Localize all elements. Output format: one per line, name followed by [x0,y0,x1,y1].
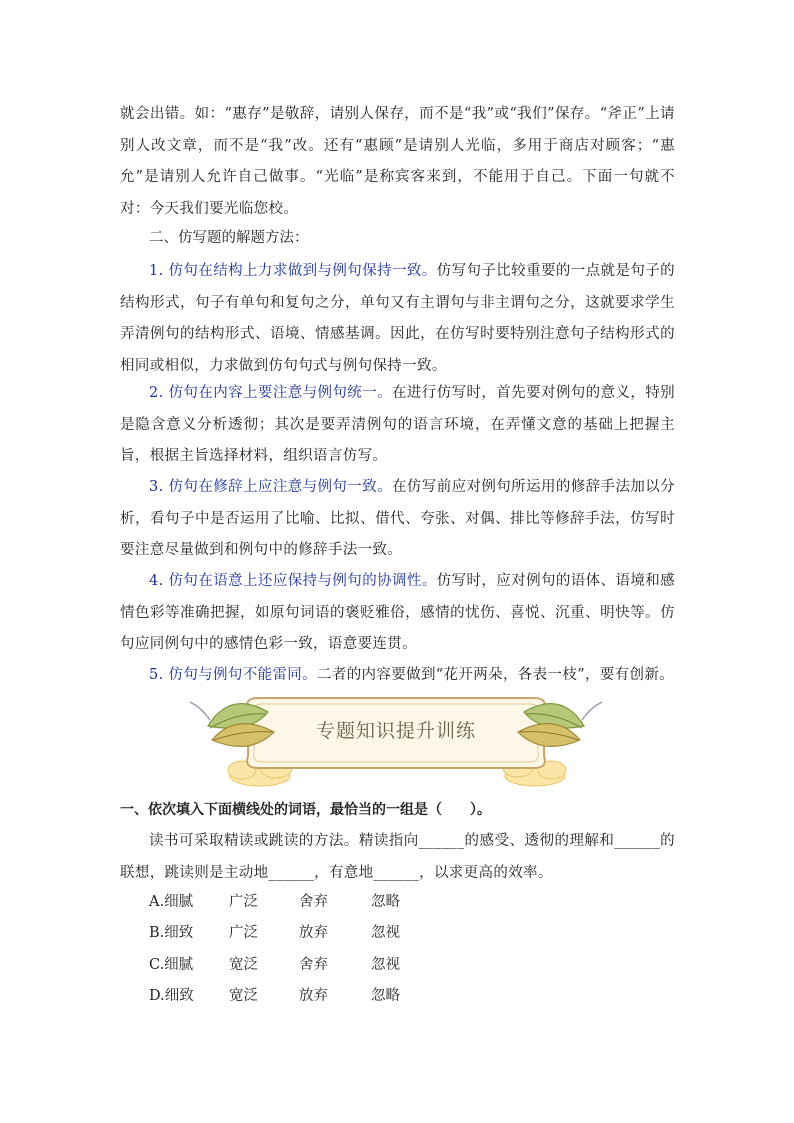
method-3-body: 在仿写前应对例句所运用的修辞手法加以分析，看句子中是否运用了比喻、比拟、借代、夸张、对偶、排比等修辞手法，仿写时要注意尽量做到和例句中的修辞手法一致。 [120,479,675,558]
method-2-body: 在进行仿写时，首先要对例句的意义，特别是隐含意义分析透彻；其次是要弄清例句的语言环境，在弄懂文意的基础上把握主旨，根据主旨选择材料，组织语言仿写。 [120,385,675,464]
section-banner [190,690,602,790]
option-b-word-4: 忽视 [371,925,400,941]
method-1-lead: 1. 仿句在结构上力求做到与例句保持一致。 [149,263,437,279]
option-c-word-4: 忽视 [371,957,400,973]
method-1-body: 仿写句子比较重要的一点就是句子的结构形式，句子有单句和复句之分，单句又有主谓句与非主谓句之分，这就要求学生弄清例句的结构形式、语境、情感基调。因此，在仿写时要特别注意句子结构形式的相同或相似，力求做到仿句句式与例句保持一致。 [120,263,675,374]
method-4-lead: 4. 仿句在语意上还应保持与例句的协调性。 [149,573,437,589]
option-c-label: C.细腻 [149,957,194,973]
method-2-lead: 2. 仿句在内容上要注意与例句统一。 [149,385,392,401]
option-d [149,986,400,1006]
intro-paragraph: 就会出错。如：“惠存”是敬辞，请别人保存，而不是“我”或“我们”保存。“斧正”上请别人改文章，而不是“我”改。还有“惠顾”是请别人光临，多用于商店对顾客；“惠允”是请别人允许自己做事。“光临”是称宾客来到，不能用于自己。下面一句就不对：今天我们要光临您校。 [120,106,675,217]
option-b-word-2: 广泛 [229,925,258,941]
method-3 [120,472,675,567]
method-5-lead: 5. 仿句与例句不能雷同。 [149,667,317,683]
option-d-word-3: 放弃 [299,988,328,1004]
method-5 [120,660,675,692]
option-b-label: B.细致 [149,925,194,941]
question-stem: 读书可采取精读或跳读的方法。精读指向______的感受、透彻的理解和______的联想，跳读则是主动地______，有意地______，以求更高的效率。 [120,833,675,881]
option-c [149,955,400,975]
option-d-word-4: 忽略 [371,988,400,1004]
option-a-word-2: 广泛 [229,894,258,910]
option-a-word-4: 忽略 [371,894,400,910]
method-1 [120,256,675,382]
banner-title: 专题知识提升训练 [315,720,476,742]
option-b-word-3: 放弃 [299,925,328,941]
option-d-label: D.细致 [149,988,194,1004]
method-4 [120,566,675,661]
section-heading: 二、仿写题的解题方法： [149,230,309,246]
method-5-body: 二者的内容要做到“花开两朵，各表一枝”，要有创新。 [317,667,675,683]
method-4-body: 仿写时，应对例句的语体、语境和感情色彩等准确把握，如原句词语的褒贬雅俗，感情的忧伤、喜悦、沉重、明快等。仿句应同例句中的感情色彩一致，语意要连贯。 [120,573,675,652]
option-d-word-2: 宽泛 [229,988,258,1004]
option-a-label: A.细腻 [149,894,194,910]
method-2 [120,378,675,473]
option-b [149,923,400,943]
option-c-word-3: 舍弃 [299,957,328,973]
question-title: 一、依次填入下面横线处的词语，最恰当的一组是（ ）。 [120,802,491,818]
option-a [149,892,400,912]
method-3-lead: 3. 仿句在修辞上应注意与例句一致。 [149,479,392,495]
option-c-word-2: 宽泛 [229,957,258,973]
option-a-word-3: 舍弃 [299,894,328,910]
